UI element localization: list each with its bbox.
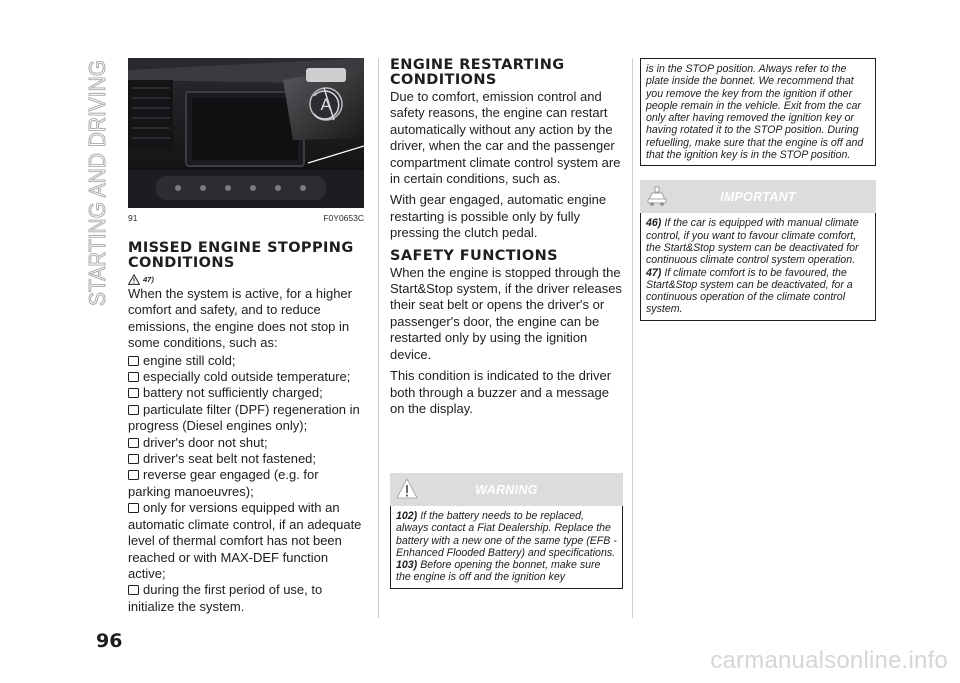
list-item: particulate filter (DPF) regeneration in progress (Diesel engines only); (128, 401, 360, 434)
checkbox-bullet-icon (128, 372, 139, 382)
figure-number: 91 (128, 213, 138, 223)
section-heading-safety: SAFETY FUNCTIONS (390, 247, 558, 264)
checkbox-bullet-icon (128, 438, 139, 448)
figure-caption (128, 213, 364, 223)
column-3 (640, 58, 876, 321)
important-notes (640, 213, 876, 320)
list-item: engine still cold; (128, 353, 364, 369)
warning-callout (390, 473, 623, 589)
warning-note: 102) If the battery needs to be replaced, always contact a Fiat Dealership. Replace the battery with a new one of the same type (EFB - Enhanced Flooded Battery) and specifications. (396, 510, 617, 559)
checkbox-bullet-icon (128, 356, 139, 366)
column-2 (390, 58, 623, 618)
warning-notes (390, 506, 623, 589)
important-callout (640, 180, 876, 320)
dashboard-figure (128, 58, 364, 208)
chapter-side-title-text: STARTING AND DRIVING (84, 58, 110, 306)
checkbox-bullet-icon (128, 470, 139, 480)
checkbox-bullet-icon (128, 503, 139, 513)
watermark: carmanualsonline.info (710, 647, 948, 674)
svg-text:A: A (320, 95, 332, 114)
list-item: driver's seat belt not fastened; (128, 451, 364, 467)
car-hand-info-icon (646, 184, 668, 208)
checkbox-bullet-icon (128, 405, 139, 415)
checkbox-bullet-icon (128, 454, 139, 464)
list-item: driver's door not shut; (128, 435, 364, 451)
warning-continuation (640, 58, 876, 166)
warning-note: 103) Before opening the bonnet, make sure the engine is off and the ignition key (396, 559, 601, 584)
page-number: 96 (96, 630, 123, 652)
safety-paragraph-1: When the engine is stopped through the Start&Stop system, if the driver releases their seat belt or opens the driver's or passenger's door, the engine can be restarted only by using the ignition device. (390, 264, 622, 362)
checkbox-bullet-icon (128, 388, 139, 398)
column-1 (128, 58, 364, 615)
warning-triangle-icon (128, 274, 140, 285)
chapter-side-title (22, 58, 112, 308)
missed-stopping-intro: When the system is active, for a higher comfort and safety, and to reduce emissions, the engine does not stop in some conditions, such as: (128, 286, 352, 351)
section-heading-restarting: ENGINE RESTARTING CONDITIONS (390, 57, 565, 88)
list-item: reverse gear engaged (e.g. for parking manoeuvres); (128, 467, 319, 499)
section-heading-missed-stopping: MISSED ENGINE STOPPING CONDITIONS (128, 240, 354, 271)
column-divider (632, 58, 633, 618)
warning-exclamation-icon (396, 477, 418, 501)
restarting-paragraph-2: With gear engaged, automatic engine restarting is possible only by fully pressing the clutch pedal. (390, 192, 607, 241)
important-note: 47) If climate comfort is to be favoured, the Start&Stop system can be deactivated, for a continuous operation of the climate control system. (646, 266, 853, 316)
list-item: especially cold outside temperature; (128, 369, 364, 385)
warning-header (390, 473, 623, 506)
list-item: battery not sufficiently charged; (128, 385, 364, 401)
important-note: 46) If the car is equipped with manual climate control, if you want to favour climate comfort, the Start&Stop system can be deactivated for continuous climate control system operation. (646, 217, 859, 267)
column-divider (378, 58, 379, 618)
note-reference-number: 47) (143, 274, 154, 284)
note-reference (128, 273, 364, 285)
important-header (640, 180, 876, 213)
restarting-paragraph-1: Due to comfort, emission control and safety reasons, the engine can restart automatically without any action by the driver, when the car and the passenger compartment climate control system are in certain conditions, such as. (390, 89, 621, 187)
important-title: IMPORTANT (720, 189, 796, 204)
list-item: only for versions equipped with an automatic climate control, if an adequate level of thermal comfort has not been reached or with MAX-DEF function active; (128, 500, 362, 581)
dashboard-illustration (128, 58, 364, 208)
figure-code: F0Y0653C (323, 213, 364, 223)
checkbox-bullet-icon (128, 585, 139, 595)
warning-continued-text: is in the STOP position. Always refer to the plate inside the bonnet. We recommend that you remove the key from the ignition if other people remain in the vehicle. Exit from the car only after having removed the ignition key or having rotated it to the STOP position. During refuelling, make sure that the engine is off and that the ignition key is in the STOP position. (646, 63, 864, 162)
warning-title: WARNING (475, 482, 538, 497)
missed-stopping-list (128, 353, 364, 616)
list-item: during the first period of use, to initialize the system. (128, 582, 323, 614)
safety-paragraph-2: This condition is indicated to the driver both through a buzzer and a message on the display. (390, 368, 612, 416)
